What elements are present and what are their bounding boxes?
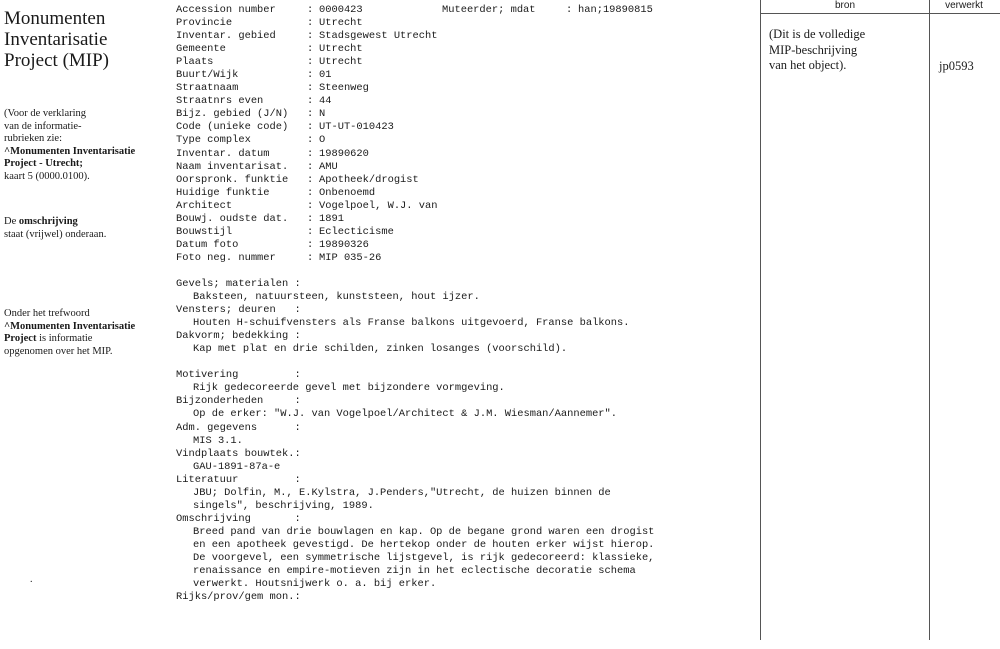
bron-column	[760, 0, 930, 640]
field-value: 44	[319, 95, 332, 108]
bron-header: bron	[761, 0, 929, 14]
field-label: Straatnrs even	[176, 95, 264, 108]
field-value: 01	[319, 69, 332, 82]
field-value: Apotheek/drogist	[319, 173, 419, 186]
section-heading: Dakvorm; bedekking :	[176, 330, 301, 343]
field-separator: :	[307, 186, 314, 199]
description-note: De omschrijving staat (vrijwel) onderaan.	[4, 216, 107, 240]
field-value: Steenweg	[319, 82, 369, 95]
section-text: renaissance en empire-motieven zijn in het eclectische decoratie schema	[193, 565, 636, 578]
field-label: Gemeente	[176, 43, 226, 56]
field-label: Inventar. datum	[176, 147, 270, 160]
stray-dot: .	[30, 574, 33, 585]
field-separator: :	[307, 4, 314, 16]
verwerkt-code: jp0593	[939, 59, 974, 73]
section-text: Rijk gedecoreerde gevel met bijzondere vormgeving.	[193, 382, 505, 395]
explanation-note: (Voor de verklaring van de informatie- rubrieken zie: ^Monumenten Inventarisatie Project - Utrecht; kaart 5 (0000.0100).	[4, 108, 136, 182]
field-label: Buurt/Wijk	[176, 69, 239, 82]
field-label: Type complex	[176, 134, 251, 147]
field-row	[176, 252, 756, 265]
field-label: Plaats	[176, 56, 214, 69]
section-text: Houten H-schuifvensters als Franse balkons uitgevoerd, Franse balkons.	[193, 317, 630, 330]
field-label: Oorspronk. funktie	[176, 173, 289, 186]
section-text: Breed pand van drie bouwlagen en kap. Op de begane grond waren een drogist	[193, 525, 655, 538]
field-list	[176, 4, 756, 265]
keyword-note: Onder het trefwoord ^Monumenten Inventarisatie Project is informatie opgenomen over het MIP.	[4, 308, 136, 357]
field-value: Eclecticisme	[319, 225, 394, 238]
section-heading: Motivering :	[176, 369, 301, 382]
section-heading: Bijzonderheden :	[176, 395, 301, 408]
field-value: 19890326	[319, 238, 369, 251]
section-text: Op de erker: "W.J. van Vogelpoel/Architect & J.M. Wiesman/Aannemer".	[193, 408, 618, 421]
field-value: Utrecht	[319, 56, 363, 69]
field-row	[176, 161, 756, 174]
verwerkt-header: verwerkt	[928, 0, 1000, 14]
field-row	[176, 239, 756, 252]
field-row	[176, 226, 756, 239]
section-heading: Vensters; deuren :	[176, 304, 301, 317]
section-heading: Literatuur :	[176, 473, 301, 486]
field-value: 0000423	[319, 4, 363, 16]
field-separator: :	[307, 225, 314, 238]
document-title: Monumenten Inventarisatie Project (MIP)	[4, 8, 110, 71]
field-row	[176, 4, 756, 17]
field-separator: :	[307, 56, 314, 69]
field-separator: :	[307, 82, 314, 95]
field-label: Code (unieke code)	[176, 121, 289, 134]
field-value: O	[319, 134, 326, 147]
field-label: Bijz. gebied (J/N)	[176, 108, 289, 121]
field-label: Provincie	[176, 17, 233, 30]
field-value: Utrecht	[319, 17, 363, 30]
field-row	[176, 121, 756, 134]
field-label: Naam inventarisat.	[176, 160, 289, 173]
field-value: 19890620	[319, 147, 369, 160]
field-value: AMU	[319, 160, 338, 173]
muteerder-value: han;19890815	[578, 4, 653, 16]
section-heading: Gevels; materialen :	[176, 277, 301, 290]
field-value: UT-UT-010423	[319, 121, 394, 134]
field-value: Onbenoemd	[319, 186, 376, 199]
field-value: N	[319, 108, 326, 121]
field-label: Foto neg. nummer	[176, 251, 276, 264]
field-row	[176, 187, 756, 200]
field-separator: :	[307, 17, 314, 30]
field-label: Bouwstijl	[176, 225, 233, 238]
section-text: Baksteen, natuursteen, kunststeen, hout ijzer.	[193, 291, 480, 304]
field-value: Vogelpoel, W.J. van	[319, 199, 438, 212]
field-row	[176, 108, 756, 121]
field-separator: :	[307, 30, 314, 43]
field-value: Utrecht	[319, 43, 363, 56]
section-text: JBU; Dolfin, M., E.Kylstra, J.Penders,"Utrecht, de huizen binnen de	[193, 486, 611, 499]
field-label: Accession number	[176, 4, 276, 16]
field-row	[176, 148, 756, 161]
field-row	[176, 134, 756, 147]
section-text: en een apotheek gevestigd. De hertekop onder de houten erker wijst hierop.	[193, 538, 655, 551]
section-text: singels", beschrijving, 1989.	[193, 499, 374, 512]
field-separator: :	[307, 160, 314, 173]
section-text: De voorgevel, een symmetrische lijstgevel, is rijk gedecoreerd: klassieke,	[193, 551, 655, 564]
bron-text: (Dit is de volledige MIP-beschrijving van het object).	[769, 27, 866, 72]
field-value: 1891	[319, 212, 344, 225]
section-list	[176, 278, 756, 356]
field-separator: :	[307, 147, 314, 160]
verwerkt-column	[928, 0, 1000, 640]
field-row	[176, 56, 756, 69]
field-label: Inventar. gebied	[176, 30, 276, 43]
field-label: Huidige funktie	[176, 186, 270, 199]
muteerder-separator: :	[566, 4, 573, 16]
field-separator: :	[307, 121, 314, 134]
field-label: Datum foto	[176, 238, 239, 251]
section-text: verwerkt. Houtsnijwerk o. a. bij erker.	[193, 578, 437, 591]
section-text: GAU-1891-87a-e	[193, 460, 281, 473]
field-separator: :	[307, 134, 314, 147]
field-separator: :	[307, 238, 314, 251]
field-row	[176, 43, 756, 56]
section-text: MIS 3.1.	[193, 434, 243, 447]
field-row	[176, 17, 756, 30]
field-row	[176, 200, 756, 213]
section-heading: Rijks/prov/gem mon.:	[176, 591, 301, 604]
field-row	[176, 69, 756, 82]
field-label: Straatnaam	[176, 82, 239, 95]
field-row	[176, 174, 756, 187]
field-row	[176, 82, 756, 95]
field-separator: :	[307, 69, 314, 82]
field-separator: :	[307, 95, 314, 108]
field-label: Architect	[176, 199, 233, 212]
muteerder-label: Muteerder; mdat	[442, 4, 536, 16]
section-heading: Omschrijving :	[176, 512, 301, 525]
field-value: MIP 035-26	[319, 251, 382, 264]
field-value: Stadsgewest Utrecht	[319, 30, 438, 43]
field-separator: :	[307, 173, 314, 186]
field-separator: :	[307, 108, 314, 121]
field-separator: :	[307, 251, 314, 264]
field-separator: :	[307, 199, 314, 212]
field-row	[176, 213, 756, 226]
section-text: Kap met plat en drie schilden, zinken losanges (voorschild).	[193, 343, 568, 356]
muteerder-field	[442, 4, 653, 17]
field-separator: :	[307, 43, 314, 56]
section-heading: Vindplaats bouwtek.:	[176, 447, 301, 460]
record-card	[176, 4, 756, 604]
section-list-2	[176, 369, 756, 604]
field-label: Bouwj. oudste dat.	[176, 212, 289, 225]
field-row	[176, 95, 756, 108]
field-separator: :	[307, 212, 314, 225]
section-heading: Adm. gegevens :	[176, 421, 301, 434]
field-row	[176, 30, 756, 43]
